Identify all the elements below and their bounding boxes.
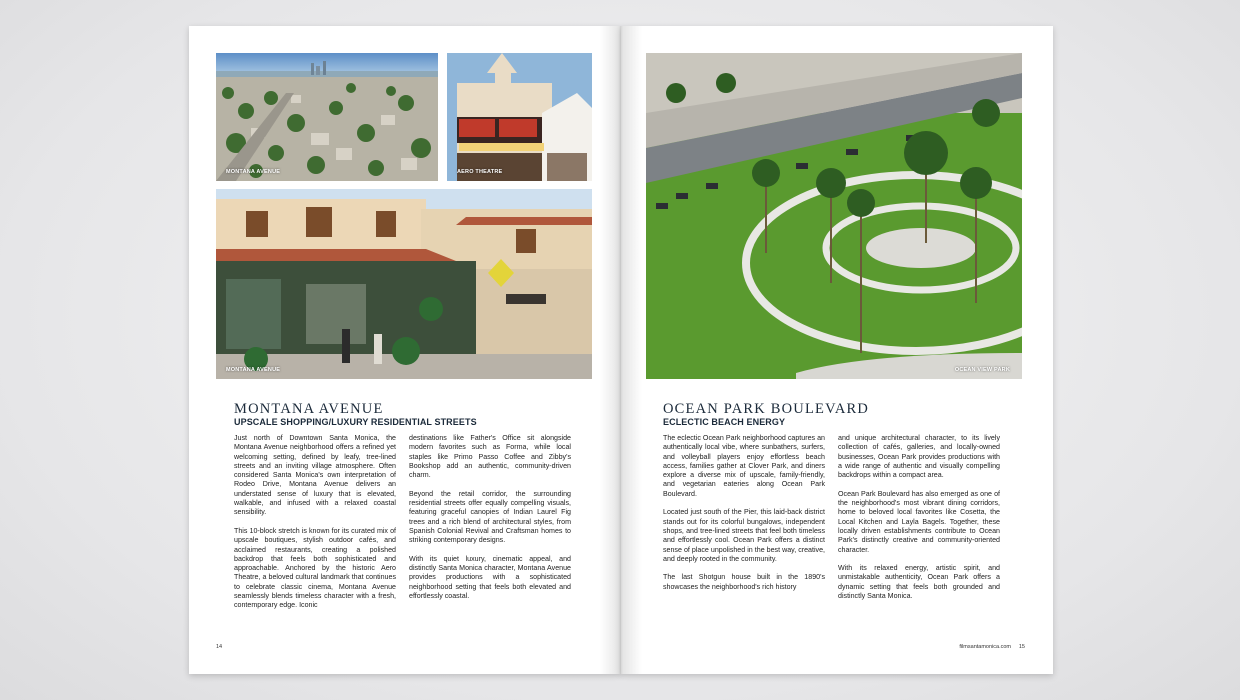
photo-montana-street xyxy=(216,189,592,379)
paragraph: This 10-block stretch is known for its curated mix of upscale boutiques, stylish outdoor cafés, and acclaimed restaurants, creating a polished backdrop that feels both sophisticated and approachable. Anchored by the historic Aero Theatre, a beloved cultural landmark that continues to celebrate classic cinema, Montana Avenue seamlessly blends timeless character with a fresh, contemporary edge. Iconic xyxy=(234,526,396,610)
section-subtitle: ECLECTIC BEACH ENERGY xyxy=(663,417,786,427)
paragraph: and unique architectural character, to its lively collection of cafés, galleries, and locally-owned businesses, Ocean Park provides productions with a wide range of authentic and visually compelling backdrops within a compact area. xyxy=(838,434,1000,480)
photo-caption: AERO THEATRE xyxy=(457,169,503,175)
body-column-2 xyxy=(409,434,571,611)
paragraph: The last Shotgun house built in the 1890's showcases the neighborhood's rich history xyxy=(663,573,825,591)
page-number: 14 xyxy=(216,644,223,650)
page-number: 15 xyxy=(1018,644,1025,650)
left-page xyxy=(189,26,621,674)
paragraph: destinations like Father's Office sit alongside modern favorites such as Forma, while local staples like Primo Passo Coffee and Zibby's Bookshop add an authentic, community-driven charm. xyxy=(409,434,571,480)
photo-caption: MONTANA AVENUE xyxy=(226,169,281,175)
paragraph: Ocean Park Boulevard has also emerged as one of the neighborhood's most vibrant dining corridors, home to beloved local favorites like Cosetta, the Local Kitchen and Layla Bagels. Together, these locally driven establishments contribute to Ocean Park's distinctly creative and community-oriented character. xyxy=(838,489,1000,554)
photo-caption: OCEAN VIEW PARK xyxy=(954,367,1010,373)
section-subtitle: UPSCALE SHOPPING/LUXURY RESIDENTIAL STREETS xyxy=(234,417,477,427)
paragraph: With its quiet luxury, cinematic appeal, and distinctly Santa Monica character, Montana Avenue provides productions with a sophisticated neighborhood setting that feels both elevated and effortlessly coastal. xyxy=(409,554,571,601)
website-link[interactable]: filmsantamonica.com xyxy=(959,644,1011,650)
paragraph: Beyond the retail corridor, the surrounding residential streets offer equally compelling visuals, featuring graceful canopies of Indian Laurel Fig trees and a rich blend of architectural styles, from Spanish Colonial Revival and Craftsman homes to striking contemporary designs. xyxy=(409,489,571,545)
photo-aero-theatre xyxy=(447,53,592,181)
section-title: OCEAN PARK BOULEVARD xyxy=(663,401,870,417)
paragraph: With its relaxed energy, artistic spirit, and unmistakable authenticity, Ocean Park offers a dynamic setting that feels both grounded and distinctly Santa Monica. xyxy=(838,564,1000,601)
photo-caption: MONTANA AVENUE xyxy=(226,367,281,373)
paragraph: Just north of Downtown Santa Monica, the Montana Avenue neighborhood offers a refined yet welcoming setting, defined by leafy, tree-lined streets and an inviting village atmosphere. Often considered Santa Monica's own interpretation of Rodeo Drive, Montana Avenue delivers an understated sense of luxury that is elevated, walkable, and infused with a relaxed coastal sensibility. xyxy=(234,434,396,517)
paragraph: Located just south of the Pier, this laid-back district stands out for its colorful bungalows, independent shops, and tree-lined streets that feel both timeless and effortlessly cool. Ocean Park offers a distinct sense of place unpolished in the best way, creative, and deeply rooted in the community. xyxy=(663,508,825,563)
section-title: MONTANA AVENUE xyxy=(234,401,384,417)
photo-montana-aerial xyxy=(216,53,438,181)
body-column-2 xyxy=(838,434,1000,611)
body-column-1 xyxy=(663,434,825,601)
photo-ocean-view-park xyxy=(646,53,1022,379)
body-column-1 xyxy=(234,434,396,620)
paragraph: The eclectic Ocean Park neighborhood captures an authentically local vibe, where sunbathers, surfers, and volleyball players enjoy effortless beach access, families gather at Clover Park, and diners explore a diverse mix of upscale, family-friendly, and vegetarian eateries along Ocean Park Boulevard. xyxy=(663,434,825,498)
right-page xyxy=(621,26,1053,674)
